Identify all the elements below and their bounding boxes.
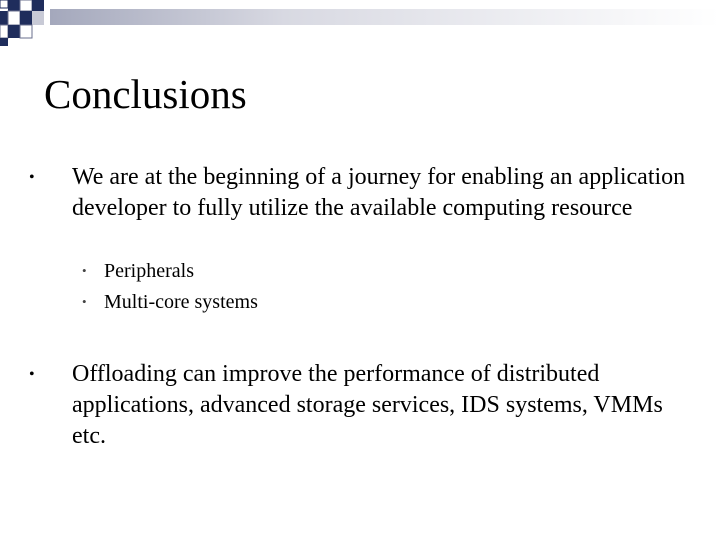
sub-bullet-text: Multi-core systems bbox=[104, 291, 258, 313]
round-bullet-icon: • bbox=[29, 169, 35, 186]
bullet-text: Offloading can improve the performance of distributed applications, advanced storage services, IDS systems, VMMs etc. bbox=[72, 361, 663, 449]
header-gradient-bar bbox=[50, 9, 720, 25]
slide-title: Conclusions bbox=[44, 71, 247, 117]
header-decoration bbox=[0, 0, 720, 48]
bullet-text: We are at the beginning of a journey for enabling an application developer to fully utilize the available computing resource bbox=[72, 164, 686, 221]
sub-bullet-item bbox=[82, 286, 664, 318]
sub-bullet-text: Peripherals bbox=[104, 260, 194, 282]
bullet-item bbox=[29, 359, 692, 452]
round-bullet-icon: • bbox=[29, 366, 35, 383]
sub-bullet-item bbox=[82, 255, 664, 287]
round-bullet-icon: • bbox=[82, 263, 87, 278]
round-bullet-icon: • bbox=[82, 294, 87, 309]
grid-squares-decoration-icon bbox=[0, 0, 44, 46]
bullet-item bbox=[29, 162, 692, 224]
